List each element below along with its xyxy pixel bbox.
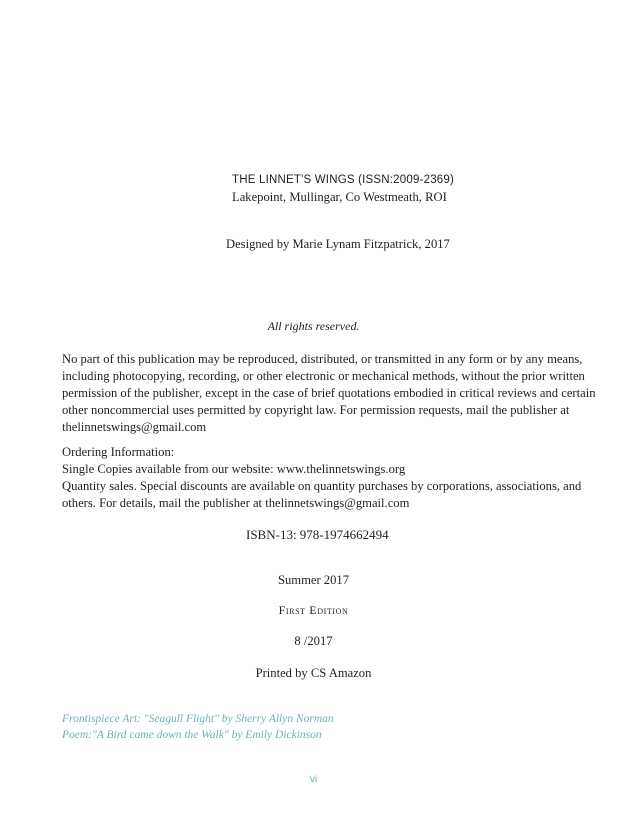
ordering-line: Ordering Information: [62, 445, 175, 459]
rights-heading: All rights reserved. [267, 319, 360, 333]
ordering-line: others. For details, mail the publisher at thelinnetswings@gmail.com [62, 496, 410, 510]
edition-season: Summer 2017 [277, 573, 349, 587]
rights-line: thelinnetswings@gmail.com [62, 420, 207, 434]
ordering-line: Quantity sales. Special discounts are available on quantity purchases by corporations, associations, and [62, 479, 582, 493]
isbn: ISBN-13: 978-1974662494 [246, 527, 389, 542]
ordering-paragraph [62, 444, 582, 512]
frontispiece-credit: Frontispiece Art: "Seagull Flight" by Sherry Allyn Norman [62, 713, 334, 725]
page-number: vi [309, 774, 318, 785]
edition-label: First Edition [278, 603, 349, 617]
ordering-line: Single Copies available from our website: www.thelinnetswings.org [62, 462, 406, 476]
poem-credit: Poem:"A Bird came down the Walk" by Emily Dickinson [62, 729, 322, 741]
rights-line: including photocopying, recording, or other electronic or mechanical methods, without the prior written [62, 369, 585, 383]
rights-line: other noncommercial uses permitted by copyright law. For permission requests, mail the publisher at [62, 403, 570, 417]
publisher-address: Lakepoint, Mullingar, Co Westmeath, ROI [232, 190, 447, 204]
rights-paragraph [62, 351, 596, 436]
designer-credit: Designed by Marie Lynam Fitzpatrick, 2017 [226, 237, 450, 251]
edition-date: 8 /2017 [294, 634, 333, 648]
printer-credit: Printed by CS Amazon [255, 666, 372, 680]
rights-line: permission of the publisher, except in the case of brief quotations embodied in critical reviews and certain [62, 386, 596, 400]
rights-line: No part of this publication may be reproduced, distributed, or transmitted in any form or by any means, [62, 352, 583, 366]
journal-title: THE LINNET'S WINGS (ISSN:2009-2369) [232, 174, 455, 186]
